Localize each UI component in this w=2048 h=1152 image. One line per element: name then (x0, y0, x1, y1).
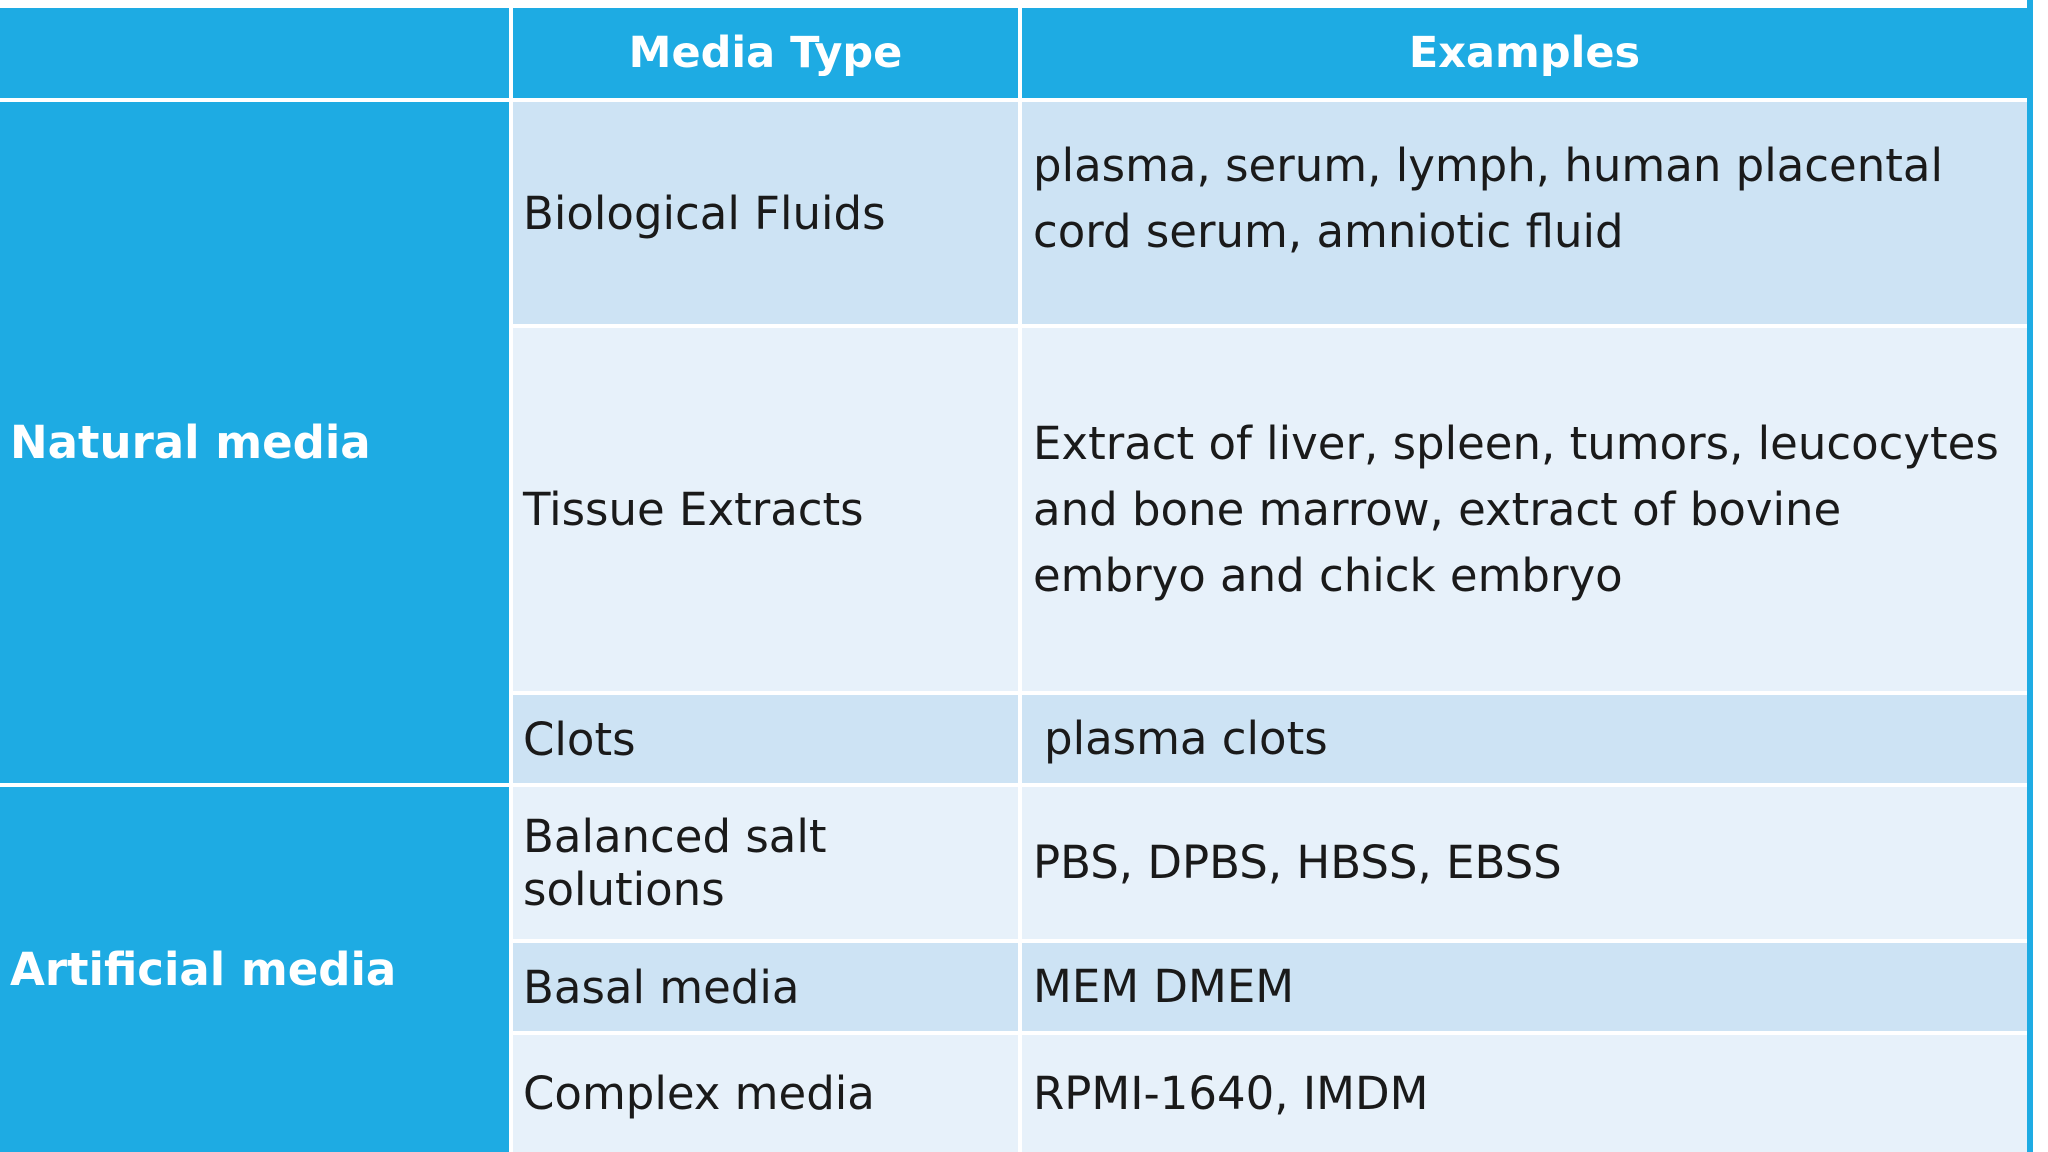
media-type-cell: Clots (513, 695, 1018, 783)
examples-text: MEM DMEM (1033, 960, 1295, 1013)
examples-text: plasma clots (1044, 712, 1328, 765)
examples-text: PBS, DPBS, HBSS, EBSS (1033, 836, 1562, 889)
examples-cell (1022, 787, 2027, 939)
media-type-cell: Basal media (513, 943, 1018, 1031)
examples-cell (1022, 695, 2027, 783)
media-type-cell: Biological Fluids (513, 102, 1018, 324)
header-blank-cell (0, 8, 509, 98)
media-type-cell: Balanced salt solutions (513, 787, 1018, 939)
category-natural-media: Natural media (0, 102, 509, 783)
examples-cell (1022, 328, 2027, 691)
table-right-border (2027, 0, 2033, 1152)
examples-text: plasma, serum, lymph, human placental cord serum, amniotic fluid (1033, 139, 1943, 258)
examples-cell (1022, 943, 2027, 1031)
examples-cell (1022, 1035, 2027, 1152)
examples-cell (1022, 102, 2027, 324)
examples-text: RPMI-1640, IMDM (1033, 1066, 1429, 1120)
category-artificial-media: Artificial media (0, 787, 509, 1152)
examples-text: Extract of liver, spleen, tumors, leucocytes and bone marrow, extract of bovine embryo and chick embryo (1033, 416, 1999, 602)
header-media-type: Media Type (513, 8, 1018, 98)
media-type-cell: Complex media (513, 1035, 1018, 1152)
media-type-cell: Tissue Extracts (513, 328, 1018, 691)
header-examples: Examples (1022, 8, 2027, 98)
